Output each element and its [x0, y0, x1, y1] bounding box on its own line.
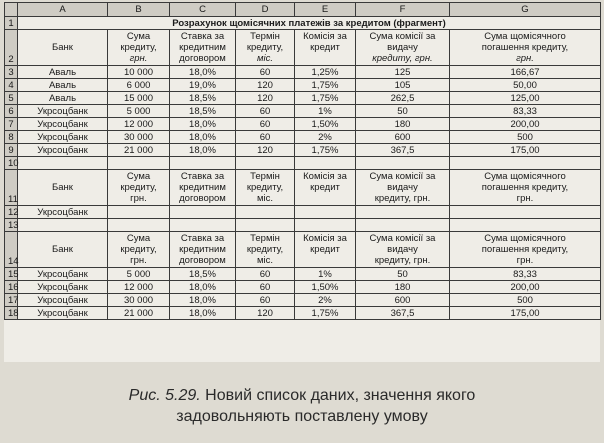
cell-rate[interactable]: 18,0%	[170, 294, 236, 307]
table-row	[5, 268, 601, 281]
row-header[interactable]: 8	[5, 131, 18, 144]
caption-text-2: задовольняють поставлену умову	[176, 408, 428, 425]
cell-credit-sum[interactable]: 12 000	[108, 118, 170, 131]
cell-commission[interactable]: 1,25%	[295, 66, 356, 79]
cell-monthly-payment[interactable]: 500	[450, 131, 601, 144]
header-bank[interactable]: Банк	[18, 170, 108, 206]
table-row	[5, 79, 601, 92]
header-monthly-payment[interactable]: Сума щомісячного погашення кредиту, грн.	[450, 30, 601, 66]
header-credit-sum[interactable]: Сума кредиту, грн.	[108, 232, 170, 268]
cell-commission[interactable]: 1,75%	[295, 79, 356, 92]
cell-term[interactable]: 120	[236, 79, 295, 92]
row-header[interactable]: 4	[5, 79, 18, 92]
table-row	[5, 281, 601, 294]
cell-commission[interactable]: 1,50%	[295, 281, 356, 294]
caption-line-1	[0, 385, 604, 406]
cell-commission[interactable]: 1,75%	[295, 92, 356, 105]
result-header-row	[5, 232, 601, 268]
cell-commission-sum[interactable]: 125	[356, 66, 450, 79]
table-row	[5, 294, 601, 307]
table-row	[5, 66, 601, 79]
criteria-header-row	[5, 170, 601, 206]
empty-cell[interactable]	[236, 219, 295, 232]
cell-monthly-payment[interactable]: 500	[450, 294, 601, 307]
cell-monthly-payment[interactable]: 83,33	[450, 105, 601, 118]
header-commission[interactable]: Комісія за кредит	[295, 30, 356, 66]
empty-cell[interactable]	[236, 206, 295, 219]
cell-credit-sum[interactable]: 15 000	[108, 92, 170, 105]
row-header[interactable]: 18	[5, 307, 18, 320]
cell-rate[interactable]: 18,0%	[170, 144, 236, 157]
row-header[interactable]: 14	[5, 232, 18, 268]
empty-cell[interactable]	[450, 206, 601, 219]
header-term[interactable]: Термін кредиту, міс.	[236, 232, 295, 268]
empty-cell[interactable]	[108, 206, 170, 219]
cell-credit-sum[interactable]: 10 000	[108, 66, 170, 79]
header-bank[interactable]: Банк	[18, 232, 108, 268]
sheet-title[interactable]: Розрахунок щомісячних платежів за кредитом (фрагмент)	[18, 17, 601, 30]
source-header-row	[5, 30, 601, 66]
cell-bank[interactable]: Укрсоцбанк	[18, 131, 108, 144]
cell-rate[interactable]: 18,0%	[170, 131, 236, 144]
cell-bank[interactable]: Укрсоцбанк	[18, 281, 108, 294]
criteria-row	[5, 206, 601, 219]
cell-bank[interactable]: Укрсоцбанк	[18, 294, 108, 307]
title-row	[5, 17, 601, 30]
header-monthly-payment[interactable]: Сума щомісячного погашення кредиту, грн.	[450, 170, 601, 206]
cell-credit-sum[interactable]: 21 000	[108, 307, 170, 320]
cell-commission-sum[interactable]: 50	[356, 105, 450, 118]
header-term[interactable]: Термін кредиту, міс.	[236, 170, 295, 206]
empty-cell[interactable]	[170, 206, 236, 219]
cell-monthly-payment[interactable]: 83,33	[450, 268, 601, 281]
empty-cell[interactable]	[356, 157, 450, 170]
column-header-f[interactable]: F	[356, 3, 450, 17]
cell-term[interactable]: 60	[236, 66, 295, 79]
cell-bank[interactable]: Аваль	[18, 92, 108, 105]
cell-commission-sum[interactable]: 180	[356, 281, 450, 294]
empty-cell[interactable]	[295, 219, 356, 232]
cell-commission-sum[interactable]: 50	[356, 268, 450, 281]
empty-row	[5, 219, 601, 232]
cell-monthly-payment[interactable]: 175,00	[450, 307, 601, 320]
cell-commission-sum[interactable]: 180	[356, 118, 450, 131]
column-header-row	[5, 3, 601, 17]
table-row	[5, 118, 601, 131]
cell-commission[interactable]: 1,50%	[295, 118, 356, 131]
header-bank[interactable]: Банк	[18, 30, 108, 66]
empty-cell[interactable]	[356, 219, 450, 232]
header-rate[interactable]: Ставка за кредитним договором	[170, 30, 236, 66]
row-header[interactable]: 12	[5, 206, 18, 219]
cell-bank[interactable]: Аваль	[18, 66, 108, 79]
cell-bank[interactable]: Укрсоцбанк	[18, 307, 108, 320]
header-commission[interactable]: Комісія за кредит	[295, 232, 356, 268]
header-credit-sum[interactable]: Сума кредиту, грн.	[108, 30, 170, 66]
column-header-c[interactable]: C	[170, 3, 236, 17]
cell-commission-sum[interactable]: 600	[356, 294, 450, 307]
column-header-a[interactable]: A	[18, 3, 108, 17]
cell-bank[interactable]: Укрсоцбанк	[18, 118, 108, 131]
cell-term[interactable]: 120	[236, 92, 295, 105]
column-header-b[interactable]: B	[108, 3, 170, 17]
empty-cell[interactable]	[236, 157, 295, 170]
cell-bank[interactable]: Укрсоцбанк	[18, 144, 108, 157]
spreadsheet	[4, 2, 600, 362]
row-header[interactable]: 13	[5, 219, 18, 232]
cell-commission[interactable]: 1,75%	[295, 307, 356, 320]
row-header[interactable]: 2	[5, 30, 18, 66]
criteria-bank-cell[interactable]: Укрсоцбанк	[18, 206, 108, 219]
table-row	[5, 92, 601, 105]
empty-cell[interactable]	[18, 157, 108, 170]
row-header[interactable]: 10	[5, 157, 18, 170]
cell-term[interactable]: 60	[236, 268, 295, 281]
header-term[interactable]: Термін кредиту, міс.	[236, 30, 295, 66]
column-header-d[interactable]: D	[236, 3, 295, 17]
row-header[interactable]: 16	[5, 281, 18, 294]
header-monthly-payment[interactable]: Сума щомісячного погашення кредиту, грн.	[450, 232, 601, 268]
table-row	[5, 307, 601, 320]
caption-text-1: Новий список даних, значення якого	[205, 387, 476, 404]
cell-commission[interactable]: 1%	[295, 268, 356, 281]
figure-caption	[0, 385, 604, 427]
row-header[interactable]: 9	[5, 144, 18, 157]
cell-rate[interactable]: 19,0%	[170, 79, 236, 92]
cell-credit-sum[interactable]: 30 000	[108, 294, 170, 307]
cell-credit-sum[interactable]: 5 000	[108, 105, 170, 118]
cell-term[interactable]: 60	[236, 105, 295, 118]
cell-monthly-payment[interactable]: 175,00	[450, 144, 601, 157]
header-rate[interactable]: Ставка за кредитним договором	[170, 170, 236, 206]
header-rate[interactable]: Ставка за кредитним договором	[170, 232, 236, 268]
cell-term[interactable]: 60	[236, 281, 295, 294]
cell-monthly-payment[interactable]: 125,00	[450, 92, 601, 105]
cell-credit-sum[interactable]: 5 000	[108, 268, 170, 281]
header-credit-sum[interactable]: Сума кредиту, грн.	[108, 170, 170, 206]
empty-cell[interactable]	[295, 157, 356, 170]
empty-cell[interactable]	[170, 219, 236, 232]
cell-term[interactable]: 60	[236, 118, 295, 131]
cell-monthly-payment[interactable]: 200,00	[450, 118, 601, 131]
cell-commission[interactable]: 2%	[295, 294, 356, 307]
empty-cell[interactable]	[450, 219, 601, 232]
row-header[interactable]: 3	[5, 66, 18, 79]
row-header[interactable]: 15	[5, 268, 18, 281]
cell-rate[interactable]: 18,5%	[170, 92, 236, 105]
cell-commission-sum[interactable]: 262,5	[356, 92, 450, 105]
cell-credit-sum[interactable]: 21 000	[108, 144, 170, 157]
cell-bank[interactable]: Укрсоцбанк	[18, 105, 108, 118]
row-header[interactable]: 6	[5, 105, 18, 118]
empty-cell[interactable]	[18, 219, 108, 232]
empty-cell[interactable]	[108, 219, 170, 232]
cell-rate[interactable]: 18,0%	[170, 281, 236, 294]
cell-credit-sum[interactable]: 6 000	[108, 79, 170, 92]
cell-commission[interactable]: 1%	[295, 105, 356, 118]
table-row	[5, 105, 601, 118]
header-commission-sum[interactable]: Сума комісії за видачу кредиту, грн.	[356, 30, 450, 66]
spreadsheet-grid	[4, 2, 601, 320]
row-header[interactable]: 1	[5, 17, 18, 30]
cell-term[interactable]: 60	[236, 294, 295, 307]
empty-cell[interactable]	[356, 206, 450, 219]
row-header[interactable]: 7	[5, 118, 18, 131]
table-row	[5, 144, 601, 157]
empty-cell[interactable]	[450, 157, 601, 170]
cell-monthly-payment[interactable]: 50,00	[450, 79, 601, 92]
empty-cell[interactable]	[295, 206, 356, 219]
header-commission-sum[interactable]: Сума комісії за видачу кредиту, грн.	[356, 170, 450, 206]
row-header[interactable]: 5	[5, 92, 18, 105]
cell-credit-sum[interactable]: 30 000	[108, 131, 170, 144]
column-header-e[interactable]: E	[295, 3, 356, 17]
row-header[interactable]: 17	[5, 294, 18, 307]
cell-rate[interactable]: 18,0%	[170, 66, 236, 79]
select-all-corner[interactable]	[5, 3, 18, 17]
header-commission-sum[interactable]: Сума комісії за видачу кредиту, грн.	[356, 232, 450, 268]
cell-credit-sum[interactable]: 12 000	[108, 281, 170, 294]
cell-commission-sum[interactable]: 600	[356, 131, 450, 144]
cell-commission[interactable]: 1,75%	[295, 144, 356, 157]
cell-bank[interactable]: Аваль	[18, 79, 108, 92]
cell-rate[interactable]: 18,5%	[170, 105, 236, 118]
cell-monthly-payment[interactable]: 166,67	[450, 66, 601, 79]
table-row	[5, 131, 601, 144]
cell-rate[interactable]: 18,5%	[170, 268, 236, 281]
cell-term[interactable]: 120	[236, 307, 295, 320]
cell-commission-sum[interactable]: 105	[356, 79, 450, 92]
row-header[interactable]: 11	[5, 170, 18, 206]
cell-bank[interactable]: Укрсоцбанк	[18, 268, 108, 281]
cell-commission[interactable]: 2%	[295, 131, 356, 144]
cell-commission-sum[interactable]: 367,5	[356, 144, 450, 157]
column-header-g[interactable]: G	[450, 3, 601, 17]
cell-term[interactable]: 60	[236, 131, 295, 144]
empty-cell[interactable]	[170, 157, 236, 170]
cell-monthly-payment[interactable]: 200,00	[450, 281, 601, 294]
cell-rate[interactable]: 18,0%	[170, 118, 236, 131]
header-commission[interactable]: Комісія за кредит	[295, 170, 356, 206]
cell-commission-sum[interactable]: 367,5	[356, 307, 450, 320]
empty-row	[5, 157, 601, 170]
empty-cell[interactable]	[108, 157, 170, 170]
cell-rate[interactable]: 18,0%	[170, 307, 236, 320]
caption-label: Рис. 5.29.	[128, 387, 201, 404]
cell-term[interactable]: 120	[236, 144, 295, 157]
